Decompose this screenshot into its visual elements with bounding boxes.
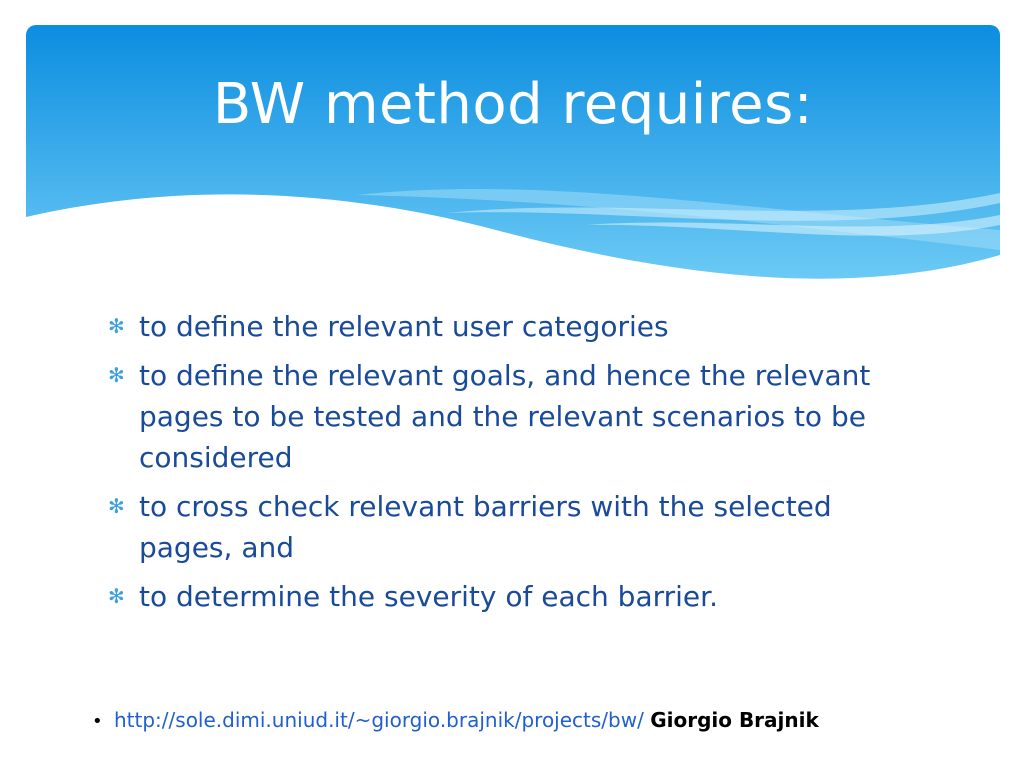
list-item [108,576,908,617]
list-item [108,306,908,347]
author-name: Giorgio Brajnik [650,708,819,732]
footer-reference [92,708,819,732]
project-link[interactable]: http://sole.dimi.uniud.it/~giorgio.brajnik/projects/bw/ [114,708,644,732]
title-banner [26,25,1000,290]
list-item [108,355,908,478]
asterisk-bullet-icon: ✻ [108,584,125,608]
bullet-text: to determine the severity of each barrier. [139,580,718,613]
list-item [108,486,908,568]
asterisk-bullet-icon: ✻ [108,314,125,338]
bullet-list [108,306,908,625]
asterisk-bullet-icon: ✻ [108,363,125,387]
asterisk-bullet-icon: ✻ [108,494,125,518]
slide-title: BW method requires: [212,72,814,137]
bullet-text: to cross check relevant barriers with the selected pages, and [139,490,832,564]
wave-banner-graphic [26,25,1000,290]
footer-bullet: • [92,711,103,732]
bullet-text: to define the relevant goals, and hence the relevant pages to be tested and the relevant scenarios to be considered [139,359,871,474]
bullet-text: to define the relevant user categories [139,310,669,343]
